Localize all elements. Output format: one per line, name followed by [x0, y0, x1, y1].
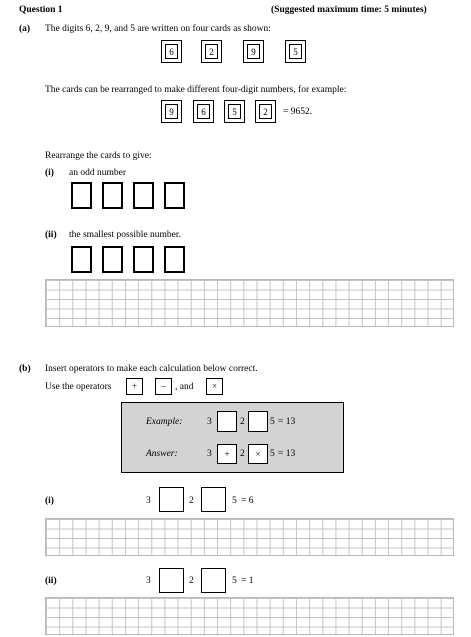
- operator-answer-box[interactable]: [201, 487, 226, 512]
- part-a-ii-label: (ii): [45, 230, 57, 240]
- digit-card: 9: [243, 40, 264, 63]
- b-i-n3: 5: [232, 496, 237, 506]
- digit-card: 2: [201, 40, 222, 63]
- part-b-ii-label: (ii): [45, 576, 57, 586]
- use-operators-text: Use the operators: [45, 382, 112, 392]
- b-i-n1: 3: [146, 496, 151, 506]
- part-a-intro: The digits 6, 2, 9, and 5 are written on four cards as shown:: [45, 24, 271, 34]
- answer-box[interactable]: [164, 182, 185, 209]
- operator-answer-box[interactable]: [201, 568, 226, 593]
- example-n2: 2: [240, 417, 245, 427]
- answer-box[interactable]: [133, 246, 154, 273]
- example-result: = 13: [278, 417, 296, 427]
- working-grid-b-ii[interactable]: [45, 597, 454, 635]
- answer-n2: 2: [240, 449, 245, 459]
- working-grid-b-i[interactable]: [45, 518, 454, 556]
- part-a-i-text: an odd number: [69, 168, 126, 178]
- digit-card: 5: [285, 40, 306, 63]
- example-op-box: [217, 411, 237, 432]
- answer-op-box: +: [217, 444, 237, 464]
- rearrange-instruction: Rearrange the cards to give:: [45, 151, 152, 161]
- b-i-n2: 2: [189, 496, 194, 506]
- example-card: 6: [193, 100, 214, 123]
- answer-n1: 3: [207, 449, 212, 459]
- b-ii-n1: 3: [146, 576, 151, 586]
- answer-box[interactable]: [164, 246, 185, 273]
- answer-result: = 13: [278, 449, 296, 459]
- part-a-i-label: (i): [45, 168, 54, 178]
- part-b-i-label: (i): [45, 496, 54, 506]
- rearrange-text: The cards can be rearranged to make different four-digit numbers, for example:: [45, 85, 347, 95]
- answer-n3: 5: [270, 449, 275, 459]
- example-result: = 9652.: [283, 107, 313, 117]
- example-n3: 5: [270, 417, 275, 427]
- answer-box[interactable]: [133, 182, 154, 209]
- part-a-ii-text: the smallest possible number.: [69, 230, 181, 240]
- answer-box[interactable]: [102, 246, 123, 273]
- answer-box[interactable]: [71, 246, 92, 273]
- operator-answer-box[interactable]: [159, 487, 184, 512]
- suggested-time: (Suggested maximum time: 5 minutes): [271, 5, 427, 15]
- part-b-label: (b): [19, 364, 31, 374]
- answer-label: Answer:: [146, 449, 178, 459]
- minus-operator-card: –: [155, 378, 172, 395]
- answer-box[interactable]: [102, 182, 123, 209]
- b-ii-n2: 2: [189, 576, 194, 586]
- part-a-label: (a): [19, 24, 31, 34]
- and-text: , and: [175, 382, 194, 392]
- working-grid-a[interactable]: [45, 279, 454, 327]
- operator-answer-box[interactable]: [159, 568, 184, 593]
- digit-card: 6: [161, 40, 182, 63]
- example-card: 9: [161, 100, 182, 123]
- question-title: Question 1: [19, 5, 63, 15]
- times-operator-card: ×: [206, 378, 223, 395]
- b-ii-result: = 1: [241, 576, 254, 586]
- example-label: Example:: [146, 417, 183, 427]
- plus-operator-card: +: [126, 378, 143, 395]
- b-ii-n3: 5: [232, 576, 237, 586]
- example-card: 2: [255, 100, 276, 123]
- answer-box[interactable]: [71, 182, 92, 209]
- answer-op-box: ×: [248, 444, 268, 464]
- part-b-intro: Insert operators to make each calculation below correct.: [45, 364, 258, 374]
- example-n1: 3: [207, 417, 212, 427]
- example-card: 5: [224, 100, 245, 123]
- example-op-box: [248, 411, 268, 432]
- b-i-result: = 6: [241, 496, 254, 506]
